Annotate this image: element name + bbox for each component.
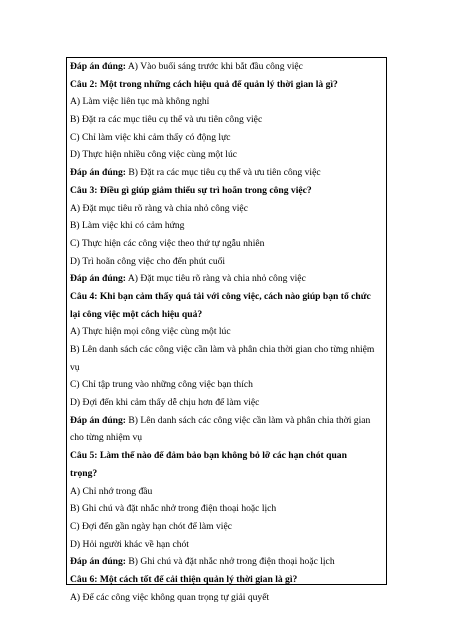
option-line: D) Hỏi người khác về hạn chót: [70, 538, 189, 550]
option-line: B) Ghi chú và đặt nhắc nhở trong điện thoại hoặc lịch: [70, 503, 277, 515]
answer-line: [70, 553, 386, 571]
option-line: B) Làm việc khi có cảm hứng: [70, 220, 185, 232]
option-line: vụ: [70, 361, 80, 373]
answer-line: [70, 58, 386, 76]
option-line: A) Để các công việc không quan trọng tự giải quyết: [70, 591, 270, 603]
option-line: C) Thực hiện các công việc theo thứ tự ngẫu nhiên: [70, 237, 265, 249]
option-line: A) Thực hiện mọi công việc cùng một lúc: [70, 326, 231, 338]
answer-text: B) Đặt ra các mục tiêu cụ thể và ưu tiên công việc: [126, 167, 321, 179]
answer-label: Đáp án đúng:: [70, 61, 126, 72]
answer-line: [70, 164, 386, 182]
option-line: C) Chỉ tập trung vào những công việc bạn thích: [70, 379, 253, 391]
document-page: [66, 57, 387, 603]
answer-label: Đáp án đúng:: [70, 167, 126, 179]
question-line: Câu 2: Một trong những cách hiệu quả để quản lý thời gian là gì?: [70, 78, 338, 90]
question-line: lại công việc một cách hiệu quả?: [70, 308, 203, 320]
option-line: D) Thực hiện nhiều công việc cùng một lúc: [70, 149, 238, 161]
option-line: cho từng nhiệm vụ: [70, 432, 143, 444]
question-line: Câu 4: Khi bạn cảm thấy quá tải với công việc, cách nào giúp bạn tổ chức: [70, 290, 371, 302]
option-line: A) Chỉ nhớ trong đầu: [70, 485, 153, 497]
option-line: C) Đợi đến gần ngày hạn chót để làm việc: [70, 520, 232, 532]
option-line: D) Đợi đến khi cảm thấy dễ chịu hơn để làm việc: [70, 397, 260, 409]
option-line: C) Chỉ làm việc khi cảm thấy có động lực: [70, 131, 231, 143]
answer-text: A) Vào buổi sáng trước khi bắt đầu công việc: [126, 61, 303, 72]
answer-line: [70, 412, 386, 430]
answer-label: Đáp án đúng:: [70, 556, 126, 568]
question-line: trọng?: [70, 467, 98, 479]
question-line: Câu 3: Điều gì giúp giảm thiểu sự trì hoãn trong công việc?: [70, 184, 312, 196]
option-line: A) Đặt mục tiêu rõ ràng và chia nhỏ công việc: [70, 202, 248, 214]
option-line: B) Đặt ra các mục tiêu cụ thể và ưu tiên công việc: [70, 114, 263, 126]
answer-label: Đáp án đúng:: [70, 414, 126, 426]
answer-text: B) Ghi chú và đặt nhắc nhở trong điện thoại hoặc lịch: [126, 556, 335, 568]
option-line: A) Làm việc liên tục mà không nghỉ: [70, 96, 210, 108]
option-line: D) Trì hoãn công việc cho đến phút cuối: [70, 255, 226, 267]
question-line: Câu 6: Một cách tốt để cải thiện quản lý thời gian là gì?: [70, 573, 298, 585]
answer-text: A) Đặt mục tiêu rõ ràng và chia nhỏ công việc: [126, 273, 306, 285]
answer-text: B) Lên danh sách các công việc cần làm và phân chia thời gian: [126, 414, 371, 426]
answer-line: [70, 270, 386, 288]
question-line: Câu 5: Làm thế nào để đảm bảo bạn không bỏ lỡ các hạn chót quan: [70, 450, 347, 462]
answer-label: Đáp án đúng:: [70, 273, 126, 285]
option-line: B) Lên danh sách các công việc cần làm và phân chia thời gian cho từng nhiệm: [70, 344, 375, 355]
